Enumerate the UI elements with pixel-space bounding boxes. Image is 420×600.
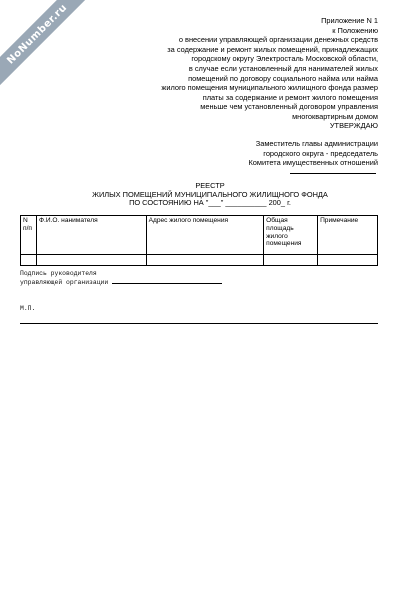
header-total-area: Общая площадь жилого помещения xyxy=(264,216,318,255)
approve-label: УТВЕРЖДАЮ xyxy=(329,121,378,130)
stamp-label: М.П. xyxy=(20,305,36,312)
header-tenant-name: Ф.И.О. нанимателя xyxy=(36,216,146,255)
annex-line: жилого помещения муниципального жилищного фонда размер xyxy=(161,83,378,93)
table-cell xyxy=(146,255,264,266)
signature-line-2: управляющей организации xyxy=(20,278,109,286)
annex-line: о внесении управляющей организации денежных средств xyxy=(178,35,378,45)
signature-underline xyxy=(112,283,222,284)
title-line-2: ЖИЛЫХ ПОМЕЩЕНИЙ МУНИЦИПАЛЬНОГО ЖИЛИЩНОГО ФОНДА xyxy=(92,189,328,199)
table-cell xyxy=(36,255,146,266)
annex-line: к Положению xyxy=(332,25,378,35)
header-number: N п/п xyxy=(21,216,37,255)
approver-line: Заместитель главы администрации xyxy=(255,139,378,148)
watermark-text: NoNumber.ru xyxy=(4,1,70,67)
header-note: Примечание xyxy=(318,216,378,255)
annex-line: меньше чем установленный договором управления xyxy=(200,102,378,112)
annex-line: помещений по договору социального найма или найма xyxy=(188,73,378,83)
table-cell xyxy=(21,255,37,266)
annex-line: за содержание и ремонт жилых помещений, принадлежащих xyxy=(167,44,378,54)
header-address: Адрес жилого помещения xyxy=(146,216,264,255)
title-line-3: ПО СОСТОЯНИЮ НА "___" __________ 200_ г. xyxy=(129,198,291,208)
approver-signature-line xyxy=(290,173,376,174)
annex-line: Приложение N 1 xyxy=(321,16,378,25)
watermark-band xyxy=(0,0,97,94)
table-row xyxy=(21,255,378,266)
annex-line: многоквартирным домом xyxy=(292,111,378,121)
title-line-1: РЕЕСТР xyxy=(195,181,225,190)
table-cell xyxy=(264,255,318,266)
annex-line: в случае если установленный для нанимателей жилых xyxy=(188,63,378,73)
approver-line: городского округа - председатель xyxy=(263,148,378,158)
signature-line-1: Подпись руководителя xyxy=(20,270,97,277)
footer-divider xyxy=(20,323,378,324)
table-cell xyxy=(318,255,378,266)
annex-line: платы за содержание и ремонт жилого помещения xyxy=(202,92,378,102)
approver-block xyxy=(178,139,378,168)
document-title xyxy=(60,182,360,208)
annex-line: городскому округу Электросталь Московской области, xyxy=(191,54,378,64)
table-header-row xyxy=(21,216,378,255)
registry-table xyxy=(20,215,378,266)
signature-block xyxy=(20,270,222,288)
approver-line: Комитета имущественных отношений xyxy=(248,158,378,168)
annex-block xyxy=(148,16,378,122)
